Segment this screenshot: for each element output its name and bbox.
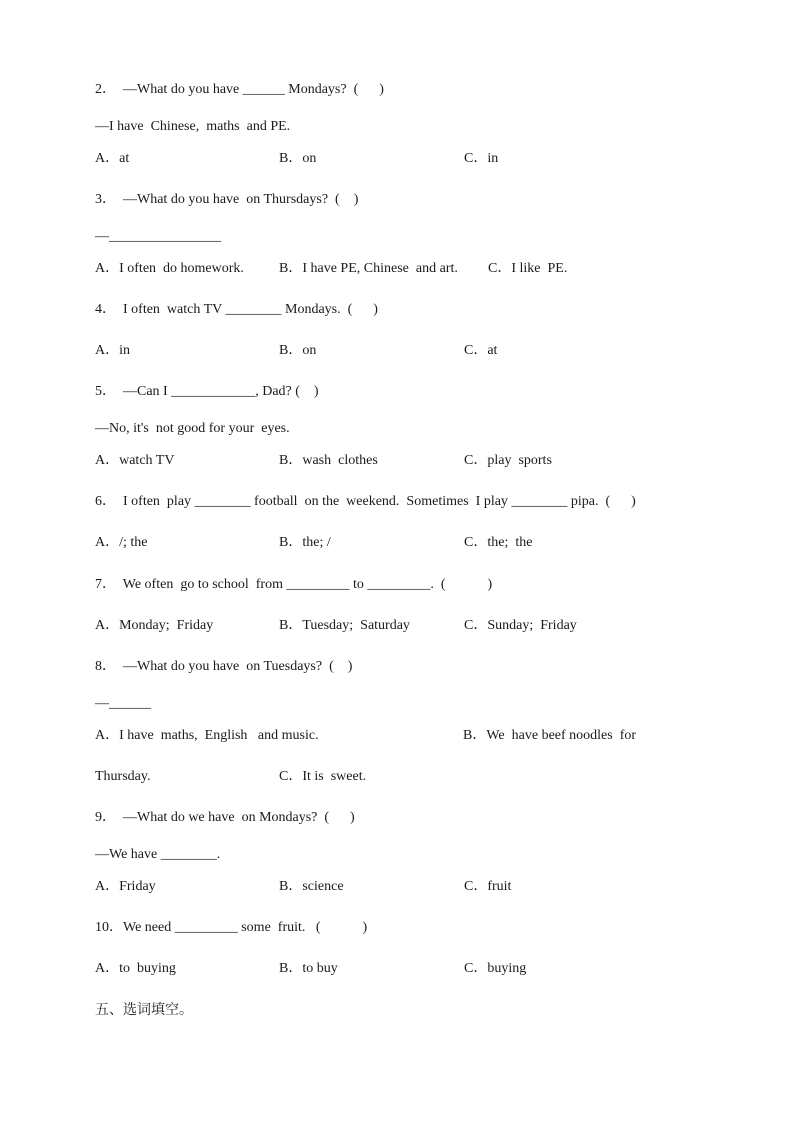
question-3-answer-line: —________________ [95, 229, 221, 244]
question-3-option-a: A．I often do homework. [95, 261, 244, 276]
question-7-stem: 7． We often go to school from _________ to _________. ( ) [95, 577, 493, 592]
question-5-option-a: A．watch TV [95, 453, 175, 468]
question-6-option-a: A．/; the [95, 535, 148, 550]
question-10-stem: 10．We need _________ some fruit. ( ) [95, 920, 368, 935]
question-4-option-a: A．in [95, 343, 130, 358]
question-10-option-b: B．to buy [279, 961, 338, 976]
question-7-option-a: A．Monday; Friday [95, 618, 214, 633]
question-2-option-c: C．in [464, 151, 499, 166]
question-4-option-b: B．on [279, 343, 317, 358]
question-6-stem: 6． I often play ________ football on the weekend. Sometimes I play ________ pipa. ( ) [95, 494, 636, 509]
question-9-stem: 9． —What do we have on Mondays? ( ) [95, 810, 355, 825]
question-9-option-c: C．fruit [464, 879, 512, 894]
question-3-option-c: C．I like PE. [488, 261, 568, 276]
question-6-option-b: B．the; / [279, 535, 331, 550]
question-5-option-c: C．play sports [464, 453, 552, 468]
question-2-answer-line: —I have Chinese, maths and PE. [95, 119, 291, 134]
question-2-stem: 2． —What do you have ______ Mondays? ( ) [95, 82, 384, 97]
question-7-option-c: C．Sunday; Friday [464, 618, 577, 633]
question-9-option-a: A．Friday [95, 879, 156, 894]
question-2-option-b: B．on [279, 151, 317, 166]
question-3-option-b: B．I have PE, Chinese and art. [279, 261, 458, 276]
question-8-option-a: A．I have maths, English and music. [95, 728, 319, 743]
question-8-option-b: B．We have beef noodles for [463, 728, 637, 743]
question-6-option-c: C．the; the [464, 535, 533, 550]
question-7-option-b: B．Tuesday; Saturday [279, 618, 410, 633]
question-10-option-a: A．to buying [95, 961, 176, 976]
question-5-stem: 5． —Can I ____________, Dad? ( ) [95, 384, 319, 399]
question-5-option-b: B．wash clothes [279, 453, 378, 468]
question-8-option-c: C．It is sweet. [279, 769, 367, 784]
question-10-option-c: C．buying [464, 961, 527, 976]
question-4-stem: 4． I often watch TV ________ Mondays. ( ) [95, 302, 378, 317]
question-5-answer-line: —No, it's not good for your eyes. [95, 421, 290, 436]
question-4-option-c: C．at [464, 343, 498, 358]
question-8-stem: 8． —What do you have on Tuesdays? ( ) [95, 659, 353, 674]
question-9-option-b: B．science [279, 879, 344, 894]
question-2-option-a: A．at [95, 151, 130, 166]
question-8-answer-line: —______ [95, 696, 151, 711]
question-8-option-b-continued: Thursday. [95, 769, 151, 784]
section-title: 五、选词填空。 [95, 1002, 193, 1018]
question-3-stem: 3． —What do you have on Thursdays? ( ) [95, 192, 359, 207]
question-9-answer-line: —We have ________. [95, 847, 221, 862]
